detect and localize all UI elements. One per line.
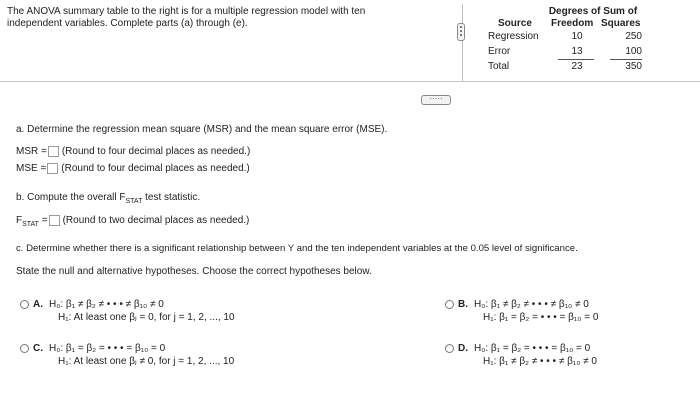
fstat-input[interactable] — [49, 215, 60, 226]
anova-row-source: Regression — [488, 31, 539, 42]
option-a-h1: H₁: At least one βⱼ = 0, for j = 1, 2, ..., 10 — [58, 312, 235, 323]
option-c-h1: H₁: At least one βⱼ ≠ 0, for j = 1, 2, ..., 10 — [58, 356, 235, 367]
anova-header-squares: Squares — [601, 18, 641, 29]
anova-header-top: Degrees of Sum of — [548, 6, 638, 17]
anova-row-ss: 350 — [625, 61, 642, 72]
option-c-radio[interactable] — [20, 344, 29, 353]
intro-line-2: independent variables. Complete parts (a) through (e). — [7, 18, 248, 29]
fstat-label-sub: STAT — [22, 221, 39, 229]
option-d-letter: D. — [458, 343, 468, 354]
part-a-question: a. Determine the regression mean square (MSR) and the mean square error (MSE). — [16, 124, 388, 135]
part-b-question-sub: STAT — [125, 198, 143, 205]
section-divider — [0, 81, 700, 82]
anova-row-df: 10 — [571, 31, 583, 42]
msr-row — [16, 146, 250, 157]
option-c-h0: H₀: β₁ = β₂ = • • • = β₁₀ = 0 — [49, 343, 166, 354]
option-c-letter: C. — [33, 343, 43, 354]
fstat-label: F — [16, 215, 23, 227]
option-a-radio[interactable] — [20, 300, 29, 309]
option-b-h1: H₁: β₁ = β₂ = • • • = β₁₀ = 0 — [483, 312, 599, 323]
anova-row-ss: 250 — [625, 31, 642, 42]
expand-more-button[interactable]: ····· — [421, 95, 451, 105]
mse-row — [16, 163, 250, 174]
option-a-h0: H₀: β₁ ≠ β₂ ≠ • • • ≠ β₁₀ ≠ 0 — [49, 299, 164, 310]
option-b[interactable] — [445, 298, 598, 324]
option-d-h1: H₁: β₁ ≠ β₂ ≠ • • • ≠ β₁₀ ≠ 0 — [483, 356, 597, 367]
msr-hint: (Round to four decimal places as needed.) — [61, 146, 251, 158]
anova-row-df: 23 — [571, 61, 583, 72]
anova-header-freedom: Freedom — [551, 18, 594, 29]
anova-row-source: Total — [488, 61, 510, 72]
anova-row-ss: 100 — [625, 46, 642, 57]
option-c[interactable] — [20, 342, 234, 368]
mse-input[interactable] — [47, 163, 58, 174]
part-b-question-tail: test statistic. — [142, 192, 201, 203]
msr-input[interactable] — [48, 146, 59, 157]
part-c-question: c. Determine whether there is a significant relationship between Y and the ten independent variables at the 0.05 level of significance. — [16, 243, 578, 254]
option-d-h0: H₀: β₁ = β₂ = • • • = β₁₀ = 0 — [474, 343, 591, 354]
part-b-question-text: b. Compute the overall F — [16, 192, 126, 203]
anova-header-source: Source — [498, 18, 532, 29]
option-a-letter: A. — [33, 299, 43, 310]
fstat-row — [16, 215, 249, 228]
option-a[interactable] — [20, 298, 235, 324]
ss-sum-rule — [610, 59, 642, 60]
anova-row-df: 13 — [571, 46, 583, 57]
intro-line-1: The ANOVA summary table to the right is for a multiple regression model with ten — [7, 6, 366, 17]
option-d[interactable] — [445, 342, 597, 368]
option-d-radio[interactable] — [445, 344, 454, 353]
option-b-h0: H₀: β₁ ≠ β₂ ≠ • • • ≠ β₁₀ ≠ 0 — [474, 299, 589, 310]
part-c-instruction: State the null and alternative hypotheses. Choose the correct hypotheses below. — [16, 266, 372, 277]
option-b-radio[interactable] — [445, 300, 454, 309]
msr-label: MSR = — [16, 146, 47, 158]
mse-hint: (Round to four decimal places as needed.) — [61, 163, 250, 175]
mse-label: MSE = — [16, 163, 47, 175]
df-sum-rule — [558, 59, 594, 60]
fstat-hint: (Round to two decimal places as needed.) — [62, 215, 250, 227]
fstat-label-eq: = — [38, 215, 48, 227]
anova-row-source: Error — [488, 46, 511, 57]
panel-divider — [462, 4, 463, 82]
problem-intro — [7, 6, 407, 30]
option-b-letter: B. — [458, 299, 468, 310]
part-b-question — [16, 192, 200, 205]
panel-resize-handle[interactable] — [457, 23, 465, 41]
